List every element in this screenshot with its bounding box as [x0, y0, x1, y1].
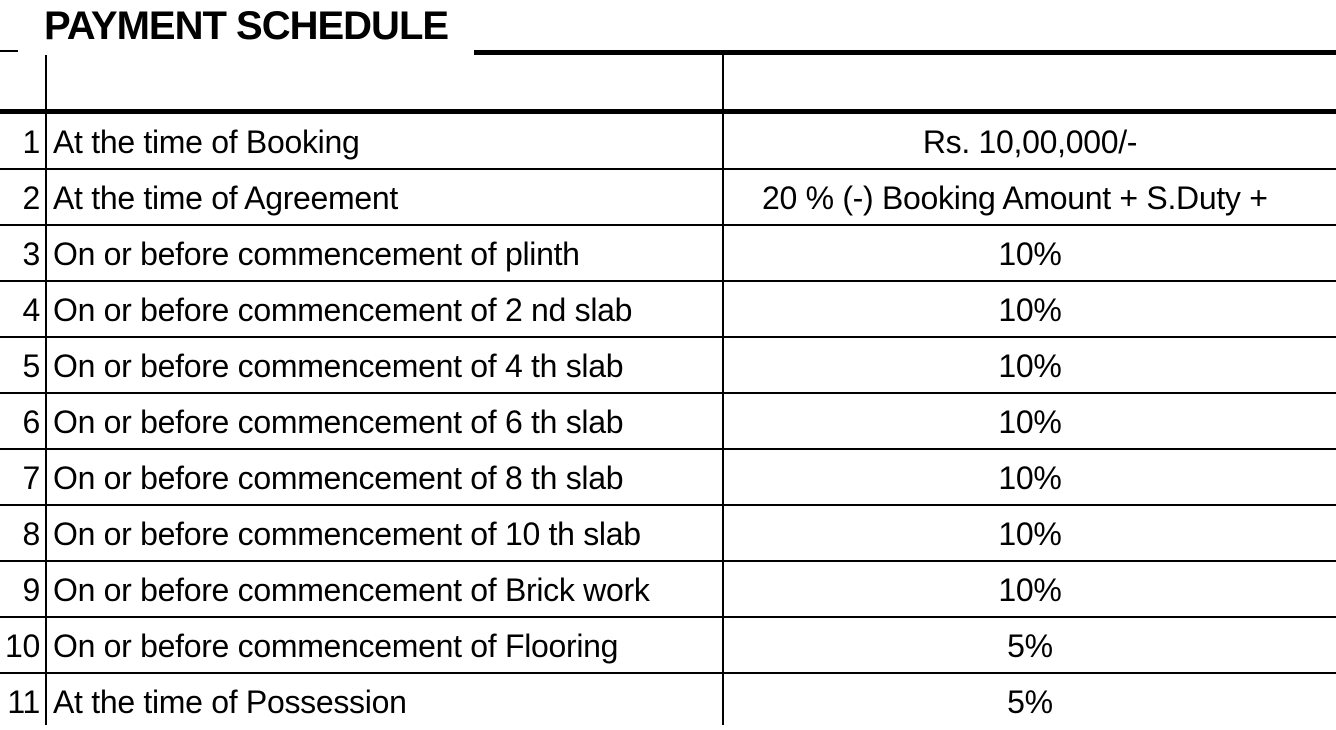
- row-stage: On or before commencement of 4 th slab: [53, 348, 624, 384]
- table-row: [0, 562, 1336, 618]
- row-stage: On or before commencement of 2 nd slab: [53, 292, 633, 328]
- header-cell-number: [0, 55, 40, 111]
- row-number: 11: [7, 684, 40, 720]
- row-number: 1: [22, 124, 40, 160]
- row-stage: On or before commencement of 6 th slab: [53, 404, 624, 440]
- table-row: [0, 282, 1336, 338]
- payment-schedule-table: [0, 55, 1336, 725]
- table-row: [0, 506, 1336, 562]
- table-row: [0, 338, 1336, 394]
- row-amount: 10%: [998, 348, 1062, 384]
- row-stage: On or before commencement of plinth: [53, 236, 580, 272]
- column-divider-number: [45, 55, 47, 725]
- table-header-row: [0, 55, 1336, 109]
- row-amount: 5%: [1007, 684, 1053, 720]
- column-divider-amount: [722, 55, 724, 725]
- table-row: [0, 618, 1336, 674]
- table-row: [0, 226, 1336, 282]
- row-amount: 20 % (-) Booking Amount + S.Duty +: [762, 180, 1268, 216]
- row-amount: Rs. 10,00,000/-: [922, 124, 1138, 160]
- row-number: 8: [22, 516, 40, 552]
- row-amount: 10%: [998, 572, 1062, 608]
- row-number: 2: [22, 180, 40, 216]
- row-number: 3: [22, 236, 40, 272]
- row-stage: At the time of Agreement: [53, 180, 398, 216]
- table-row: [0, 394, 1336, 450]
- page-title: PAYMENT SCHEDULE: [44, 4, 449, 48]
- header-cell-stage: [53, 55, 721, 111]
- row-number: 4: [22, 292, 40, 328]
- table-row: [0, 674, 1336, 730]
- row-stage: At the time of Possession: [53, 684, 407, 720]
- row-number: 5: [22, 348, 40, 384]
- row-amount: 10%: [998, 236, 1062, 272]
- row-stage: On or before commencement of Brick work: [53, 572, 650, 608]
- row-amount: 10%: [998, 516, 1062, 552]
- row-amount: 5%: [1007, 628, 1053, 664]
- table-row: [0, 170, 1336, 226]
- row-number: 6: [22, 404, 40, 440]
- title-underline-left: [0, 50, 18, 52]
- row-stage: On or before commencement of Flooring: [53, 628, 619, 664]
- row-stage: On or before commencement of 8 th slab: [53, 460, 624, 496]
- table-row: [0, 450, 1336, 506]
- row-number: 9: [22, 572, 40, 608]
- row-number: 10: [5, 628, 40, 664]
- row-stage: At the time of Booking: [53, 124, 360, 160]
- row-number: 7: [22, 460, 40, 496]
- row-amount: 10%: [998, 292, 1062, 328]
- row-stage: On or before commencement of 10 th slab: [53, 516, 641, 552]
- table-row: [0, 114, 1336, 170]
- header-cell-amount: [724, 55, 1336, 111]
- row-amount: 10%: [998, 404, 1062, 440]
- row-amount: 10%: [998, 460, 1062, 496]
